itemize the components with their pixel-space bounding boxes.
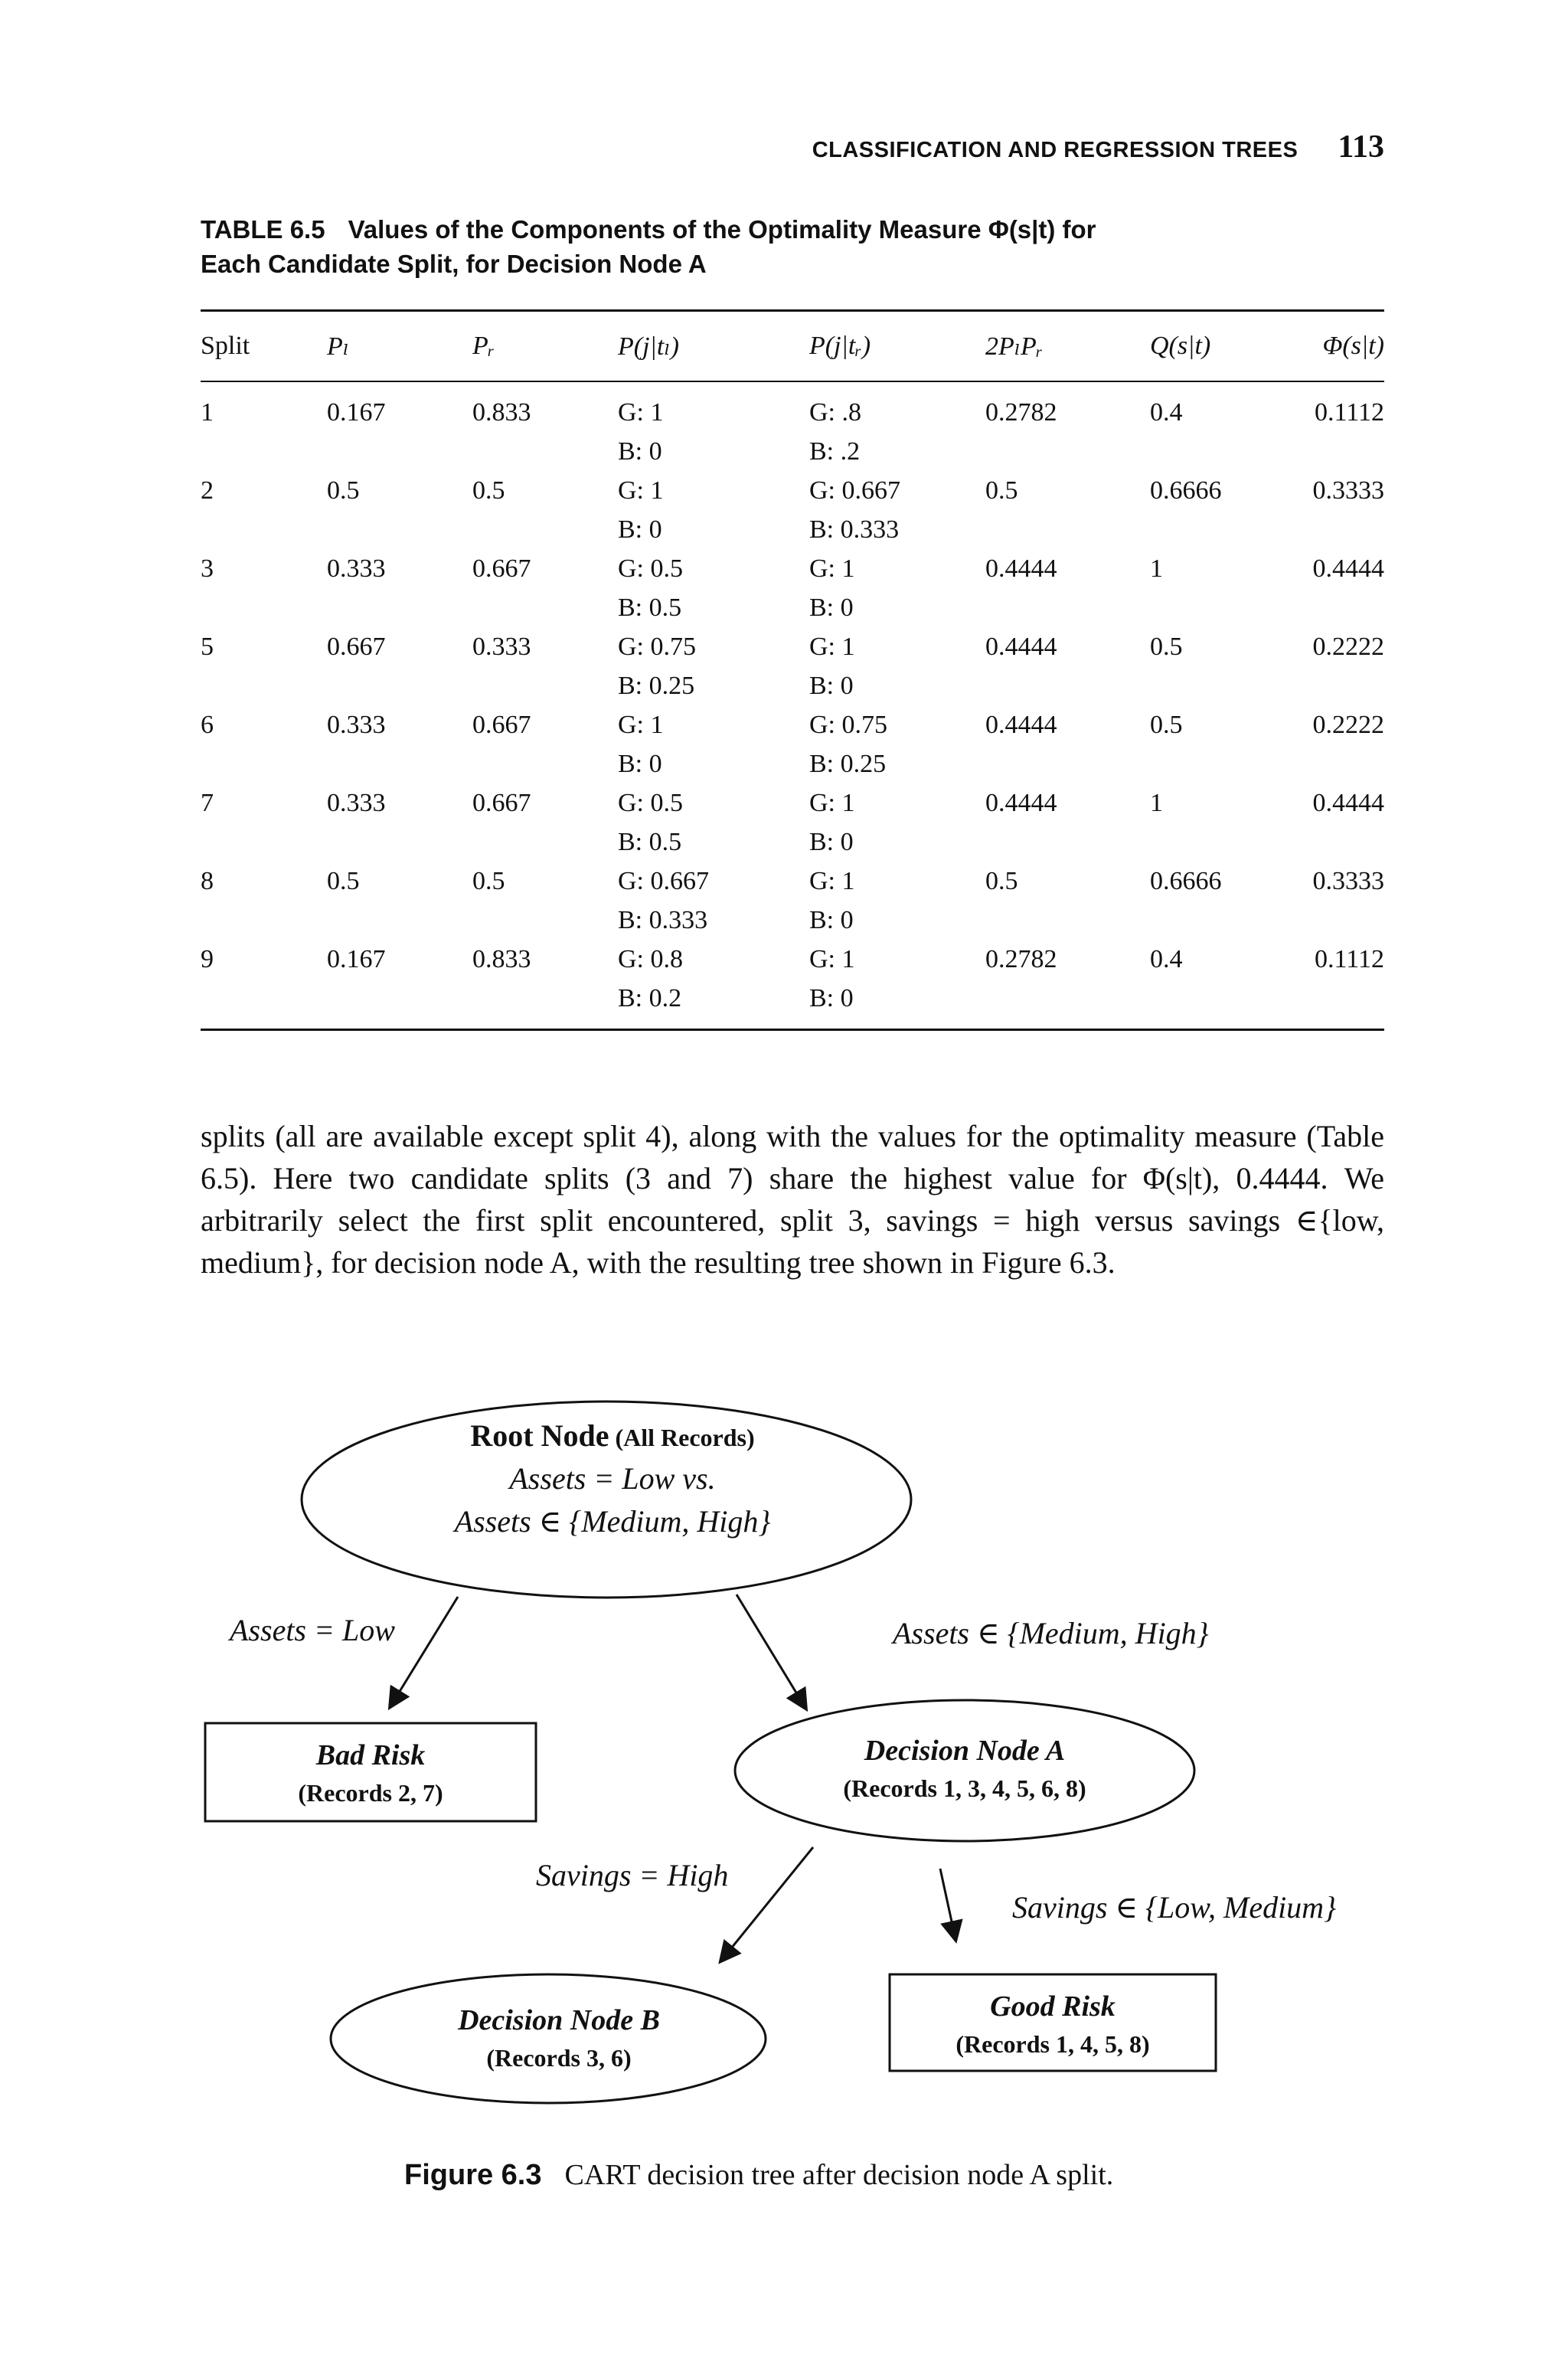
cell-q: 0.4 — [1150, 945, 1183, 973]
cell-q: 1 — [1150, 789, 1163, 817]
cell-pjtl-line: G: 0.5 — [618, 554, 683, 583]
cell-pjtl-line: B: 0.2 — [618, 984, 682, 1012]
cell-pr: 0.667 — [472, 711, 531, 739]
edge-root-to-node-a — [737, 1594, 805, 1708]
cell-pjtr-line: G: 1 — [809, 789, 855, 817]
cell-pjtl-line: G: 0.667 — [618, 867, 709, 895]
cell-pl: 0.667 — [327, 633, 386, 661]
table-caption-line2: Each Candidate Split, for Decision Node A — [201, 249, 707, 278]
cell-pr: 0.833 — [472, 945, 531, 973]
cell-pjtl-line: B: 0 — [618, 515, 662, 544]
cell-phi: 0.4444 — [1312, 789, 1384, 817]
cell-pjtr-line: B: 0 — [809, 906, 854, 934]
col-header-2plpr: 2PₗPᵣ — [985, 332, 1044, 361]
cell-pjtl-line: B: 0.25 — [618, 672, 695, 700]
cell-split: 9 — [201, 945, 214, 973]
cell-q: 0.4 — [1150, 398, 1183, 427]
cell-pjtr-line: B: .2 — [809, 437, 861, 466]
cell-pjtr-line: B: 0 — [809, 828, 854, 856]
cell-2plpr: 0.2782 — [985, 398, 1057, 427]
cell-pjtr-line: G: 0.667 — [809, 476, 900, 505]
cell-pjtl-line: G: 1 — [618, 398, 664, 427]
decision-node-b-ellipse — [331, 1974, 766, 2103]
cell-pl: 0.333 — [327, 554, 386, 583]
cell-pl: 0.333 — [327, 711, 386, 739]
cell-2plpr: 0.4444 — [985, 711, 1057, 739]
cell-q: 0.6666 — [1150, 476, 1222, 505]
page-number: 113 — [1338, 129, 1384, 165]
cell-pjtr-line: G: 1 — [809, 945, 855, 973]
cell-q: 0.5 — [1150, 633, 1183, 661]
cell-pjtl-line: G: 0.5 — [618, 789, 683, 817]
cell-pjtl-line: B: 0 — [618, 750, 662, 778]
cell-q: 1 — [1150, 554, 1163, 583]
cell-pjtr-line: G: 0.75 — [809, 711, 887, 739]
cell-split: 8 — [201, 867, 214, 895]
body-paragraph: splits (all are available except split 4), along with the values for the optimality measure (Table 6.5). Here two candidate splits (3 and 7) share the highest value for Φ(s|t), 0.4444. We arbitrarily select the first split encountered, split 3, savings = high versus savings ∈{low, medium}, for decision node A, with the resulting tree shown in Figure 6.3. — [201, 1119, 1384, 1280]
good-risk-records: (Records 1, 4, 5, 8) — [956, 2030, 1150, 2058]
cell-2plpr: 0.5 — [985, 476, 1018, 505]
col-header-pjtl: P(j|tₗ) — [618, 332, 679, 361]
cell-pjtr-line: B: 0 — [809, 672, 854, 700]
col-header-pr: Pᵣ — [472, 332, 495, 360]
cell-pl: 0.5 — [327, 867, 360, 895]
running-title: CLASSIFICATION AND REGRESSION TREES — [812, 138, 1298, 162]
decision-node-b-records: (Records 3, 6) — [486, 2044, 632, 2072]
good-risk-title: Good Risk — [990, 1990, 1116, 2023]
cell-split: 6 — [201, 711, 214, 739]
cell-pjtr-line: G: .8 — [809, 398, 861, 427]
cell-split: 7 — [201, 789, 214, 817]
edge-node-a-to-good-risk — [940, 1869, 956, 1939]
cell-phi: 0.1112 — [1315, 398, 1384, 427]
cell-split: 3 — [201, 554, 214, 583]
cell-phi: 0.2222 — [1312, 633, 1384, 661]
decision-node-a-ellipse — [735, 1700, 1194, 1841]
col-header-pl: Pₗ — [327, 332, 350, 361]
cell-pr: 0.667 — [472, 789, 531, 817]
cell-pr: 0.667 — [472, 554, 531, 583]
cell-pjtl-line: G: 1 — [618, 476, 664, 505]
cell-pl: 0.333 — [327, 789, 386, 817]
cell-2plpr: 0.4444 — [985, 554, 1057, 583]
decision-node-a-records: (Records 1, 3, 4, 5, 6, 8) — [843, 1774, 1086, 1802]
cell-pjtr-line: G: 1 — [809, 633, 855, 661]
cell-split: 1 — [201, 398, 214, 427]
cell-pjtr-line: B: 0.333 — [809, 515, 900, 544]
cell-pjtl-line: B: 0 — [618, 437, 662, 466]
cell-pr: 0.333 — [472, 633, 531, 661]
figure-caption-text: CART decision tree after decision node A split. — [564, 2159, 1114, 2191]
cell-phi: 0.1112 — [1315, 945, 1384, 973]
col-header-q: Q(s|t) — [1150, 332, 1211, 360]
cell-pjtr-line: B: 0 — [809, 594, 854, 622]
cell-pjtl-line: B: 0.333 — [618, 906, 708, 934]
cell-pl: 0.167 — [327, 945, 386, 973]
cell-pjtl-line: G: 0.8 — [618, 945, 683, 973]
bad-risk-title: Bad Risk — [315, 1739, 426, 1771]
cell-phi: 0.4444 — [1312, 554, 1384, 583]
cell-phi: 0.3333 — [1312, 476, 1384, 505]
cell-pjtl-line: G: 1 — [618, 711, 664, 739]
cell-q: 0.5 — [1150, 711, 1183, 739]
cell-2plpr: 0.4444 — [985, 789, 1057, 817]
cell-phi: 0.2222 — [1312, 711, 1384, 739]
figure-caption — [404, 2158, 1113, 2192]
col-header-pjtr: P(j|tᵣ) — [809, 332, 871, 360]
cell-pjtr-line: B: 0.25 — [809, 750, 887, 778]
cell-pr: 0.5 — [472, 867, 505, 895]
root-node-title: Root Node (All Records) — [470, 1418, 755, 1453]
decision-node-b-title: Decision Node B — [458, 2004, 660, 2036]
cell-split: 5 — [201, 633, 214, 661]
cell-pjtl-line: B: 0.5 — [618, 594, 682, 622]
figure-label: Figure 6.3 — [404, 2159, 542, 2191]
edge-label-savings-high: Savings = High — [536, 1858, 729, 1892]
cell-pr: 0.5 — [472, 476, 505, 505]
cell-pl: 0.5 — [327, 476, 360, 505]
root-node-line2: Assets = Low vs. — [509, 1461, 716, 1496]
cell-pjtl-line: B: 0.5 — [618, 828, 682, 856]
cell-pjtr-line: G: 1 — [809, 867, 855, 895]
decision-node-a-title: Decision Node A — [864, 1735, 1066, 1767]
edge-root-to-bad-risk — [390, 1597, 458, 1706]
cell-pr: 0.833 — [472, 398, 531, 427]
cell-pjtr-line: B: 0 — [809, 984, 854, 1012]
col-header-split: Split — [201, 332, 250, 360]
table-label: TABLE 6.5 — [201, 215, 325, 244]
edge-node-a-to-node-b — [721, 1847, 813, 1961]
col-header-phi: Φ(s|t) — [1322, 332, 1384, 360]
edge-label-assets-medium-high: Assets ∈ {Medium, High} — [893, 1616, 1209, 1650]
cell-q: 0.6666 — [1150, 867, 1222, 895]
edge-label-assets-low: Assets = Low — [230, 1613, 395, 1647]
cell-pjtr-line: G: 1 — [809, 554, 855, 583]
cell-2plpr: 0.5 — [985, 867, 1018, 895]
cell-2plpr: 0.2782 — [985, 945, 1057, 973]
table-caption-line1: Values of the Components of the Optimality Measure Φ(s|t) for — [348, 215, 1096, 244]
cell-pjtl-line: G: 0.75 — [618, 633, 696, 661]
cell-phi: 0.3333 — [1312, 867, 1384, 895]
bad-risk-records: (Records 2, 7) — [298, 1779, 443, 1807]
cell-2plpr: 0.4444 — [985, 633, 1057, 661]
cell-split: 2 — [201, 476, 214, 505]
edge-label-savings-low-medium: Savings ∈ {Low, Medium} — [1012, 1890, 1337, 1925]
cell-pl: 0.167 — [327, 398, 386, 427]
root-node-line3: Assets ∈ {Medium, High} — [454, 1504, 771, 1539]
